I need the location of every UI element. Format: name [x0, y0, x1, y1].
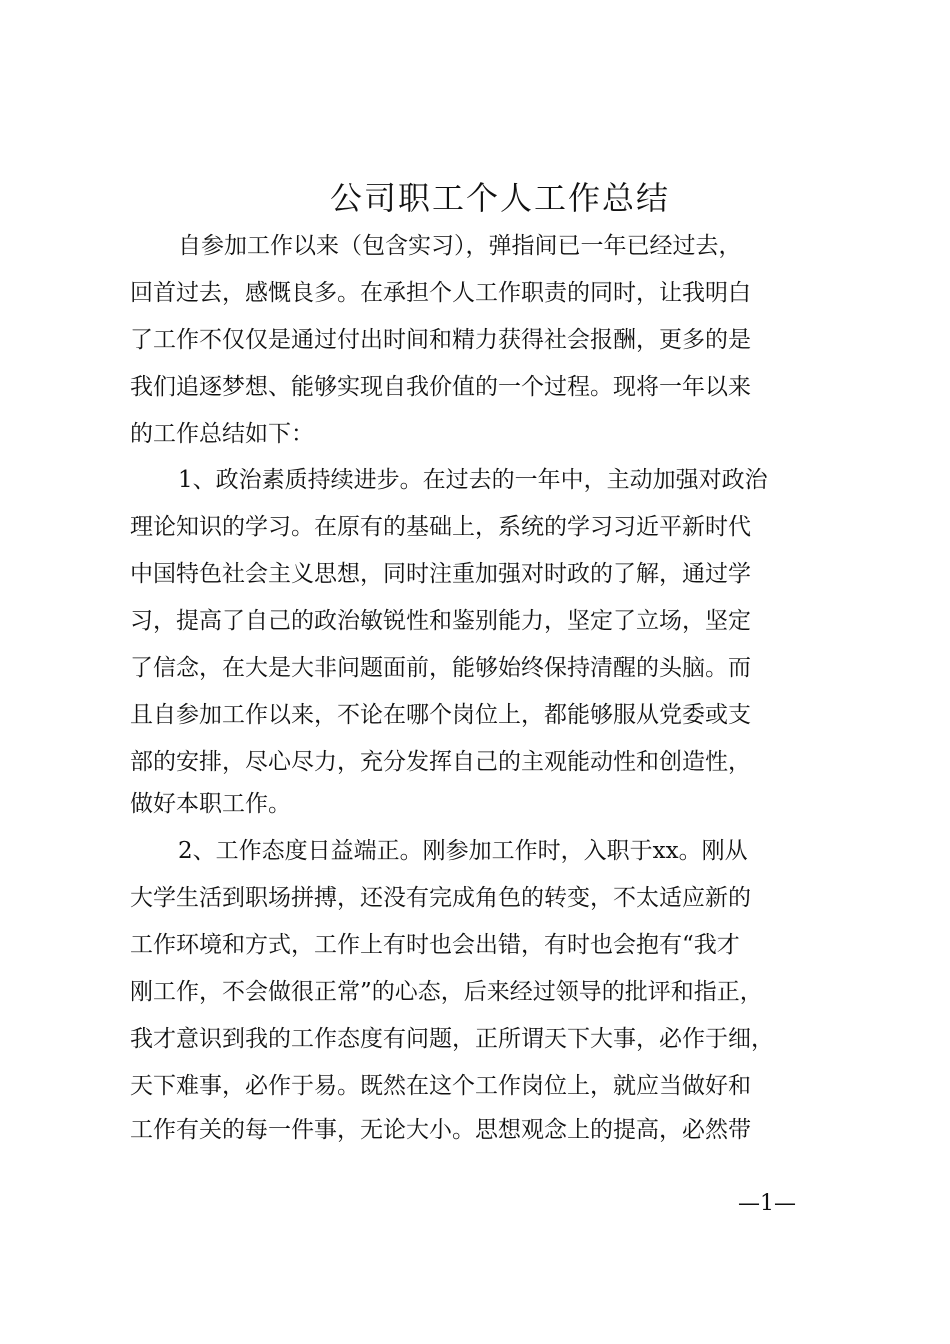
text-line: 天下难事，必作于易。既然在这个工作岗位上，就应当做好和 — [130, 1073, 751, 1099]
text-line: 我们追逐梦想、能够实现自我价值的一个过程。现将一年以来 — [130, 374, 751, 400]
text-line: 自参加工作以来（包含实习），弹指间已一年已经过去， — [178, 233, 742, 259]
text-line: 1、政治素质持续进步。在过去的一年中，主动加强对政治 — [178, 467, 768, 493]
text-line: 且自参加工作以来，不论在哪个岗位上，都能够服从党委或支 — [130, 702, 751, 728]
text-line: 习，提高了自己的政治敏锐性和鉴别能力，坚定了立场，坚定 — [130, 608, 751, 634]
text-line: 了工作不仅仅是通过付出时间和精力获得社会报酬，更多的是 — [130, 327, 751, 353]
page-number: —1— — [738, 1191, 796, 1216]
text-line: 中国特色社会主义思想，同时注重加强对时政的了解，通过学 — [130, 561, 751, 587]
text-line: 做好本职工作。 — [130, 791, 291, 817]
text-line: 了信念，在大是大非问题面前，能够始终保持清醒的头脑。而 — [130, 655, 751, 681]
text-line: 部的安排，尽心尽力，充分发挥自己的主观能动性和创造性， — [130, 749, 751, 775]
document-title: 公司职工个人工作总结 — [329, 179, 670, 217]
text-line: 的工作总结如下： — [130, 421, 314, 447]
text-line: 工作有关的每一件事，无论大小。思想观念上的提高，必然带 — [130, 1117, 751, 1143]
text-line: 工作环境和方式，工作上有时也会出错，有时也会抱有“我才 — [130, 932, 740, 958]
text-line: 我才意识到我的工作态度有问题，正所谓天下大事，必作于细， — [130, 1026, 774, 1052]
text-line: 刚工作，不会做很正常”的心态，后来经过领导的批评和指正， — [130, 979, 763, 1005]
text-line: 理论知识的学习。在原有的基础上，系统的学习习近平新时代 — [130, 514, 751, 540]
text-line: 大学生活到职场拼搏，还没有完成角色的转变，不太适应新的 — [130, 885, 751, 911]
text-line: 2、工作态度日益端正。刚参加工作时，入职于xx。刚从 — [178, 838, 748, 864]
text-line: 回首过去，感慨良多。在承担个人工作职责的同时，让我明白 — [130, 280, 751, 306]
